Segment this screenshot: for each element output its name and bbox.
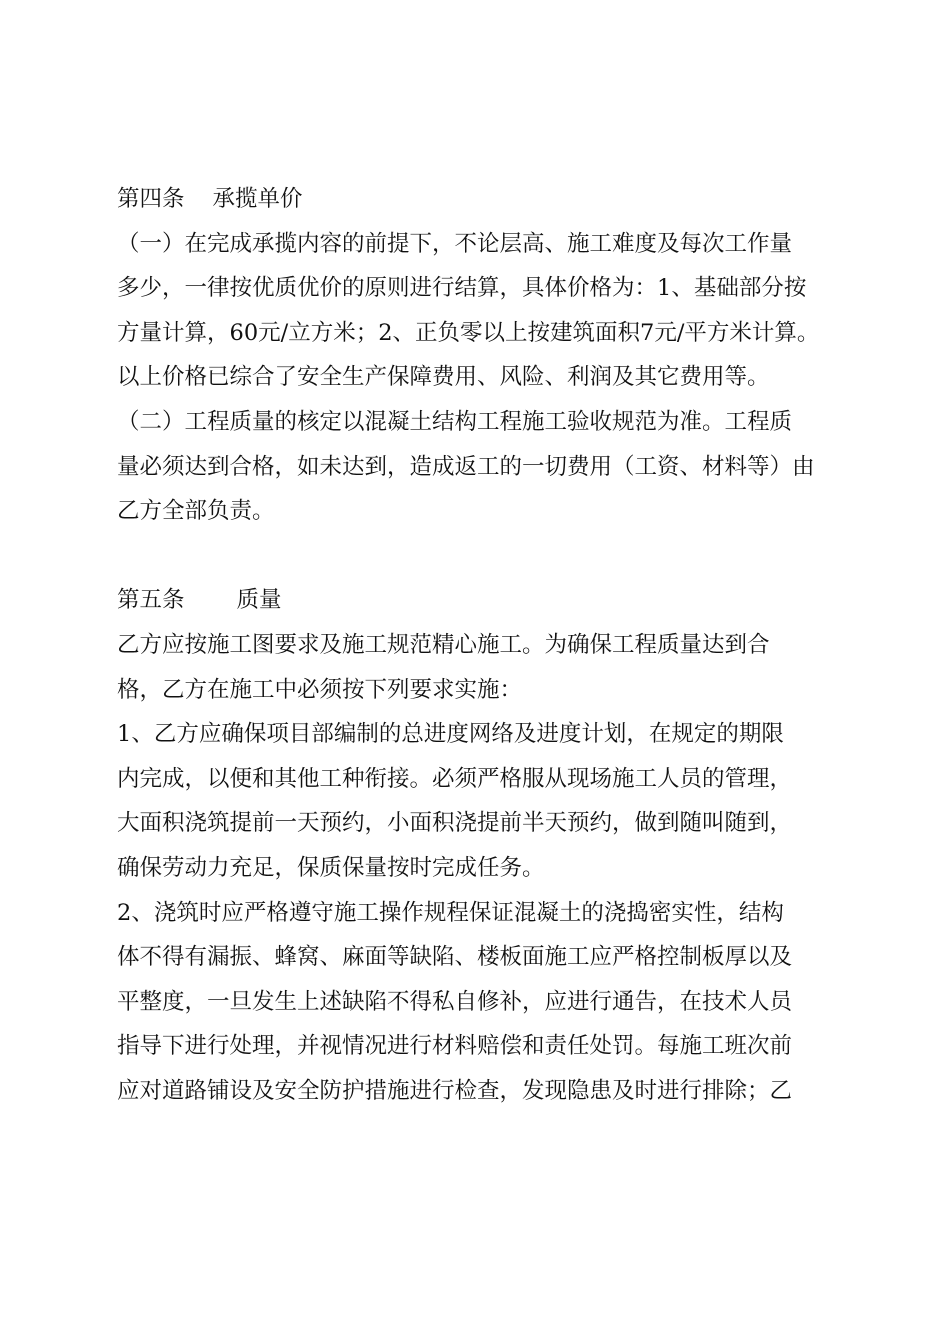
article-4-number: 第四条 (117, 186, 185, 212)
article-5-heading (117, 578, 877, 623)
paragraph-line: 1、乙方应确保项目部编制的总进度网络及进度计划，在规定的期限 (117, 721, 784, 748)
paragraph-line: 指导下进行处理，并视情况进行材料赔偿和责任处罚。每施工班次前 (117, 1033, 793, 1060)
document-body (117, 177, 877, 1113)
paragraph-line: 确保劳动力充足，保质保量按时完成任务。 (117, 854, 545, 881)
paragraph-line: 体不得有漏振、蜂窝、麻面等缺陷、楼板面施工应严格控制板厚以及 (117, 944, 793, 971)
paragraph-line: 乙方应按施工图要求及施工规范精心施工。为确保工程质量达到合 (117, 631, 770, 658)
paragraph-line: 平整度，一旦发生上述缺陷不得私自修补，应进行通告，在技术人员 (117, 988, 793, 1015)
paragraph-line: 内完成，以便和其他工种衔接。必须严格服从现场施工人员的管理， (117, 765, 793, 792)
paragraph-line: （二）工程质量的核定以混凝土结构工程施工验收规范为准。工程质 (117, 408, 793, 435)
article-5-number: 第五条 (117, 587, 185, 614)
blank-line (117, 534, 877, 579)
paragraph-line: （一）在完成承揽内容的前提下，不论层高、施工难度及每次工作量 (117, 230, 793, 257)
paragraph-line: 量必须达到合格，如未达到，造成返工的一切费用（工资、材料等）由 (117, 453, 815, 480)
paragraph-line: 方量计算，60元/立方米；2、正负零以上按建筑面积7元/平方米计算。 (117, 319, 820, 346)
article-4-heading (117, 177, 877, 222)
article-4-title: 承揽单价 (212, 186, 303, 212)
paragraph-line: 应对道路铺设及安全防护措施进行检查，发现隐患及时进行排除；乙 (117, 1077, 793, 1104)
paragraph-line: 2、浇筑时应严格遵守施工操作规程保证混凝土的浇捣密实性，结构 (117, 899, 784, 926)
paragraph-line: 大面积浇筑提前一天预约，小面积浇提前半天预约，做到随叫随到， (117, 810, 793, 837)
paragraph-line: 格，乙方在施工中必须按下列要求实施： (117, 676, 523, 703)
paragraph-line: 多少，一律按优质优价的原则进行结算，具体价格为：1、基础部分按 (117, 275, 807, 302)
paragraph-line: 乙方全部负责。 (117, 498, 275, 525)
paragraph-line: 以上价格已综合了安全生产保障费用、风险、利润及其它费用等。 (117, 364, 770, 391)
article-5-title: 质量 (236, 587, 282, 614)
